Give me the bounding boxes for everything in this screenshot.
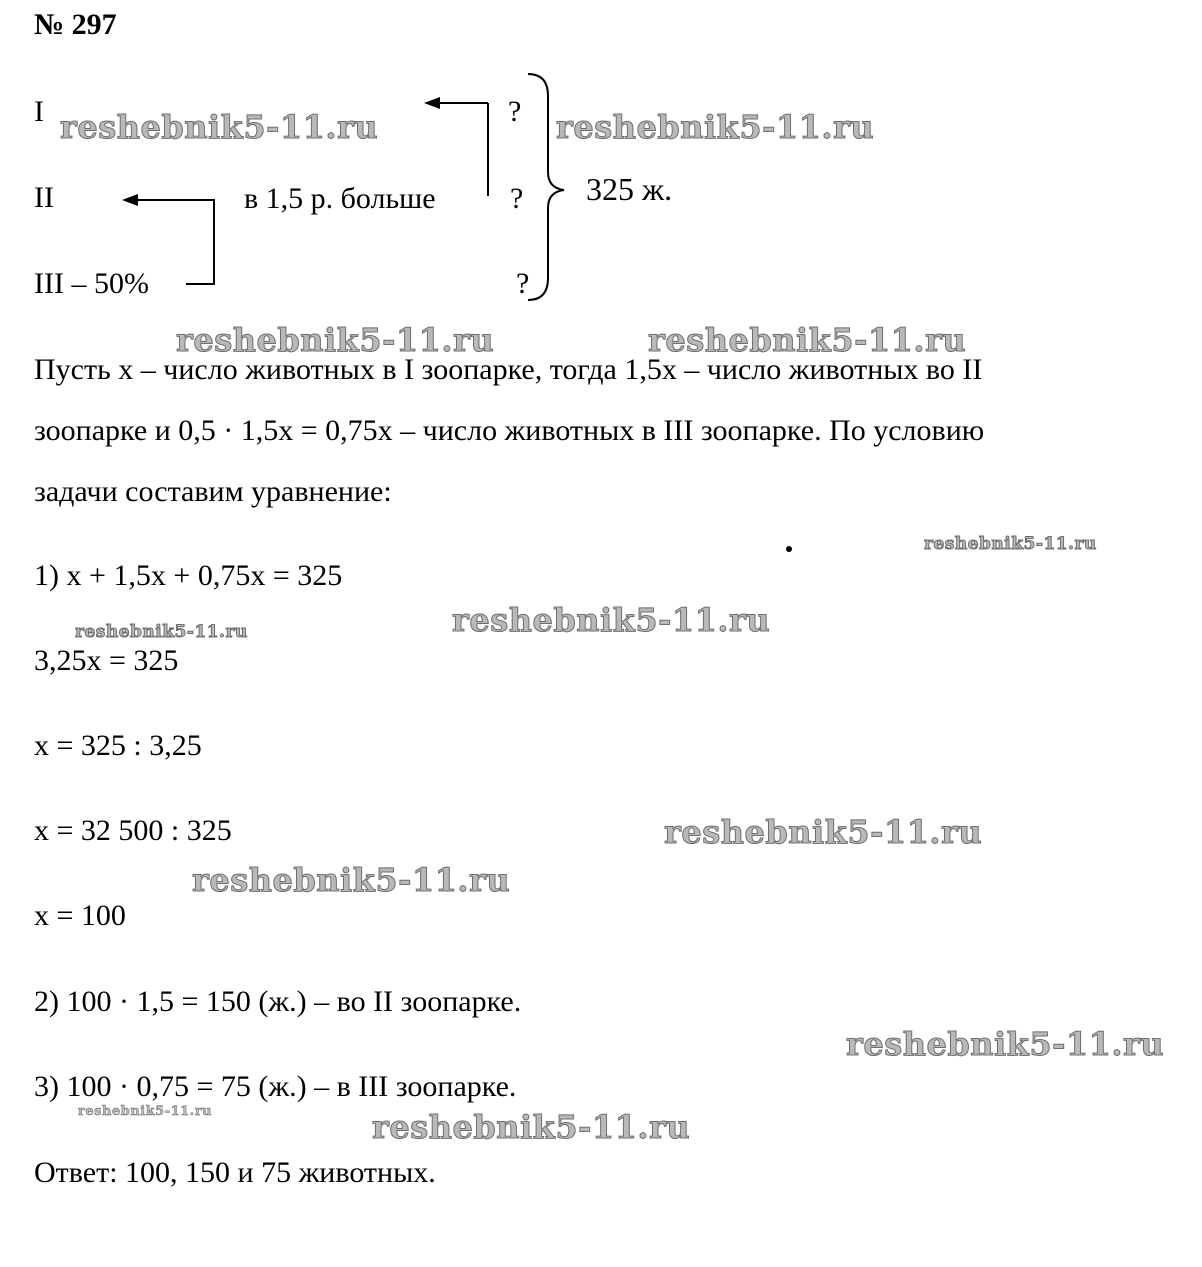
stray-dot [786,546,792,552]
step-2: 2) 100 · 1,5 = 150 (ж.) – во II зоопарке. [34,985,522,1018]
paragraph-line-3: задачи составим уравнение: [34,475,392,508]
paragraph-line-2: зоопарке и 0,5 · 1,5x = 0,75x – число животных в III зоопарке. По условию [34,414,985,447]
watermark: reshebnik5-11.ru [192,861,511,899]
step-3: 3) 100 · 0,75 = 75 (ж.) – в III зоопарке. [34,1070,517,1103]
watermark: reshebnik5-11.ru [78,1104,213,1119]
scheme-row-1-label: I [34,95,44,128]
answer: Ответ: 100, 150 и 75 животных. [34,1156,436,1189]
watermark: reshebnik5-11.ru [75,622,248,642]
watermark: reshebnik5-11.ru [372,1108,691,1146]
step-1b: 3,25x = 325 [34,644,179,677]
scheme-question-2: ? [510,182,524,215]
scheme-question-1: ? [508,95,522,128]
watermark: reshebnik5-11.ru [176,321,495,359]
watermark: reshebnik5-11.ru [60,108,379,146]
scheme-question-3: ? [516,267,530,300]
watermark: reshebnik5-11.ru [452,601,771,639]
problem-number: № 297 [34,8,117,41]
arrow-3-to-2-line [134,200,214,284]
scheme-relation: в 1,5 р. больше [244,182,436,215]
watermark: reshebnik5-11.ru [648,321,967,359]
scheme-total: 325 ж. [586,171,673,207]
step-1c: x = 325 : 3,25 [34,729,202,762]
scheme-row-2-label: II [34,181,54,214]
step-1d: x = 32 500 : 325 [34,814,232,847]
scheme-row-3-label: III – 50% [34,267,149,300]
watermark: reshebnik5-11.ru [556,108,875,146]
paragraph-line-1: Пусть x – число животных в I зоопарке, тогда 1,5x – число животных во II [34,353,983,386]
step-1-equation: 1) x + 1,5x + 0,75x = 325 [34,559,343,592]
watermark: reshebnik5-11.ru [846,1025,1165,1063]
arrow-3-to-2-head [122,194,138,206]
watermark: reshebnik5-11.ru [664,813,983,851]
arrow-to-row-1-head [424,97,440,109]
step-1e: x = 100 [34,899,126,932]
watermark: reshebnik5-11.ru [924,534,1097,554]
